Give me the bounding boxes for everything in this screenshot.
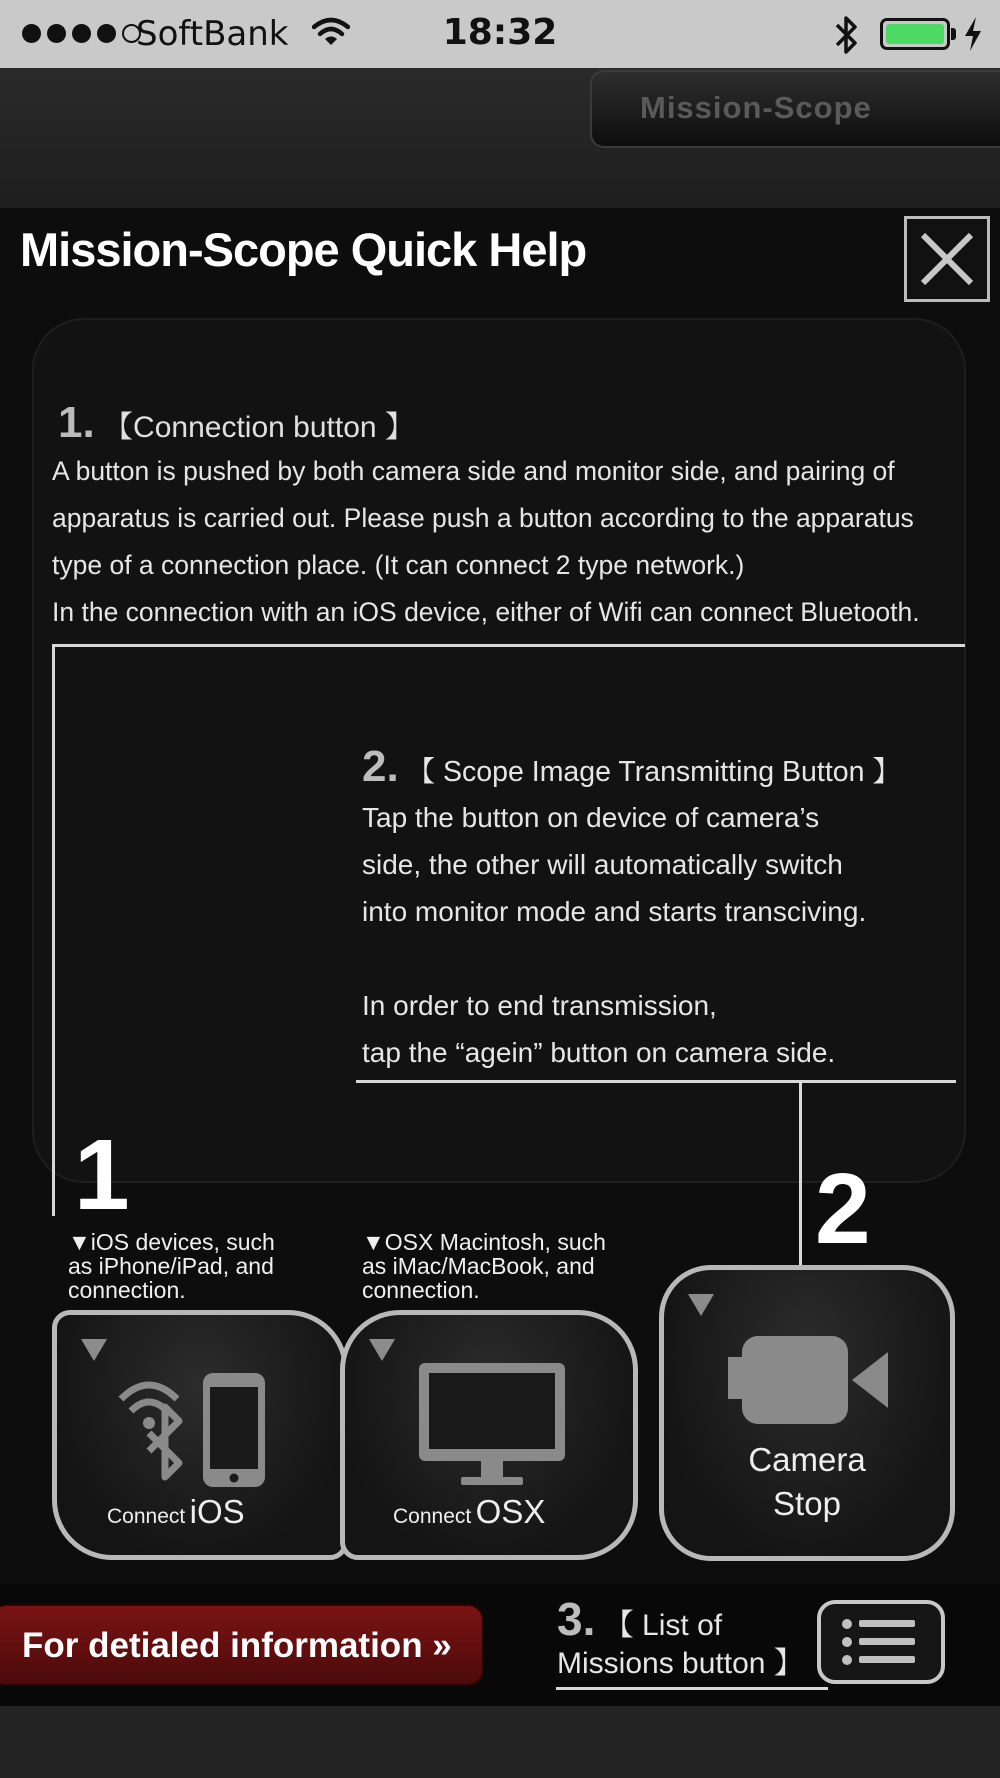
section1-line: type of a connection place. (It can connect 2 type network.) xyxy=(52,550,745,580)
detailed-info-button[interactable] xyxy=(0,1604,484,1686)
app-footer xyxy=(0,1706,1000,1778)
status-time: 18:32 xyxy=(442,12,558,53)
section1-heading xyxy=(58,398,415,448)
section2-heading xyxy=(362,742,901,792)
detailed-info-label: For detialed information » xyxy=(22,1626,452,1665)
section2-body xyxy=(362,794,866,1076)
section1-underline xyxy=(52,644,965,647)
app-tab-label: Mission-Scope xyxy=(640,90,872,125)
list-icon xyxy=(821,1604,941,1680)
battery-icon xyxy=(880,18,950,50)
connect-ios-button[interactable] xyxy=(52,1310,348,1560)
section3-label: 3. 【 List of Missions button 】 xyxy=(557,1593,804,1680)
wifi-status-icon xyxy=(312,16,350,52)
section1-line: apparatus is carried out. Please push a button according to the apparatus xyxy=(52,503,914,533)
section1-title: 【Connection button 】 xyxy=(103,411,415,444)
monitor-icon xyxy=(417,1361,567,1491)
callout-2: 2 xyxy=(815,1153,871,1265)
ios-caption: ▼iOS devices, such as iPhone/iPad, and connection. xyxy=(68,1229,275,1303)
connect-osx-button[interactable] xyxy=(340,1310,638,1560)
triangle-icon xyxy=(369,1339,395,1361)
carrier-name: SoftBank xyxy=(136,14,289,54)
close-x-icon xyxy=(907,219,987,299)
video-camera-icon xyxy=(728,1332,898,1432)
app-tab[interactable] xyxy=(590,70,1000,148)
iphone-icon xyxy=(203,1373,265,1487)
signal-strength-icon xyxy=(22,24,141,43)
section1-line: A button is pushed by both camera side and monitor side, and pairing of xyxy=(52,456,895,486)
ios-connect-icon xyxy=(109,1359,309,1499)
mission-list-button[interactable] xyxy=(817,1600,945,1684)
section1-line: In the connection with an iOS device, either of Wifi can connect Bluetooth. xyxy=(52,597,920,627)
section2-line: into monitor mode and starts transciving. xyxy=(362,896,867,927)
section2-number: 2. xyxy=(362,742,399,791)
osx-caption: ▼OSX Macintosh, such as iMac/MacBook, and connection. xyxy=(362,1229,606,1303)
callout-1: 1 xyxy=(74,1119,130,1231)
connect-ios-label: Connect iOS xyxy=(107,1493,245,1530)
section1-body xyxy=(52,448,972,636)
section2-underline xyxy=(356,1080,956,1083)
help-title: Mission-Scope Quick Help xyxy=(20,223,587,276)
section3-number: 3. xyxy=(557,1593,596,1645)
bluetooth-status-icon xyxy=(832,14,862,60)
section3-underline xyxy=(556,1687,828,1690)
triangle-icon xyxy=(81,1339,107,1361)
section2-title: 【 Scope Image Transmitting Button 】 xyxy=(406,756,901,788)
section2-line: tap the “agein” button on camera side. xyxy=(362,1037,836,1068)
camera-stop-button[interactable] xyxy=(659,1265,955,1561)
section1-number: 1. xyxy=(58,398,95,447)
bluetooth-icon xyxy=(149,1407,179,1477)
charging-bolt-icon xyxy=(962,16,984,56)
section2-line: side, the other will automatically switch xyxy=(362,849,843,880)
section2-line: In order to end transmission, xyxy=(362,990,717,1021)
connect-osx-label: Connect OSX xyxy=(393,1493,546,1530)
section2-connector xyxy=(799,1080,802,1266)
status-bar xyxy=(0,0,1000,68)
section1-connector xyxy=(52,644,55,1216)
camera-stop-label: Camera Stop xyxy=(748,1441,866,1522)
section2-line: Tap the button on device of camera’s xyxy=(362,802,820,833)
close-button[interactable] xyxy=(904,216,990,302)
triangle-icon xyxy=(688,1294,714,1316)
